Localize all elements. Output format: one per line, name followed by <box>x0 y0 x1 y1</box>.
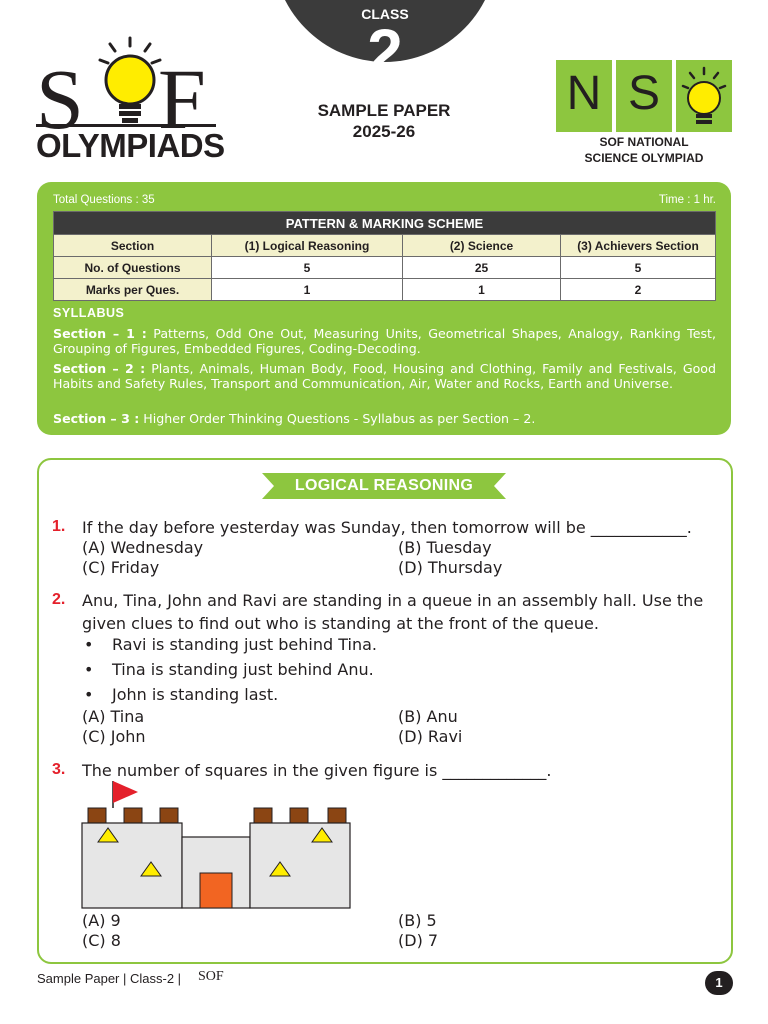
syllabus-section-2 <box>53 361 716 391</box>
syllabus-text: Patterns, Odd One Out, Measuring Units, Geometrical Shapes, Analogy, Ranking Test, Grouping of Figures, Embedded Figures, Coding-Decoding. <box>53 326 716 356</box>
option-a[interactable]: (A) Wednesday <box>82 538 204 557</box>
table-cell: 5 <box>212 257 403 279</box>
option-b[interactable]: (B) Tuesday <box>398 538 492 557</box>
table-cell: 5 <box>561 257 716 279</box>
nso-box-s <box>616 60 672 132</box>
footer-sof-logo: SOF <box>198 969 224 984</box>
time-limit: Time : 1 hr. <box>658 194 716 206</box>
question-number: 1. <box>52 518 66 535</box>
option-a[interactable]: (A) Tina <box>82 707 145 726</box>
syllabus-title: SYLLABUS <box>53 306 125 320</box>
sof-logo-word: OLYMPIADS <box>36 124 216 163</box>
table-cell: 2 <box>561 279 716 301</box>
nso-box-bulb <box>676 60 732 132</box>
nso-letter-s: S <box>627 67 660 120</box>
option-c[interactable]: (C) John <box>82 727 146 746</box>
column-header: (2) Science <box>403 235 561 257</box>
question-number: 3. <box>52 761 66 778</box>
question-number: 2. <box>52 591 66 608</box>
syllabus-label: Section – 3 : <box>53 411 140 426</box>
bulb-icon <box>676 60 732 132</box>
option-c[interactable]: (C) Friday <box>82 558 160 577</box>
nso-logo <box>556 60 732 132</box>
column-header: Section <box>54 235 212 257</box>
column-header: (1) Logical Reasoning <box>212 235 403 257</box>
clue-item: John is standing last. <box>112 685 279 704</box>
class-number: 2 <box>367 16 403 88</box>
syllabus-section-1 <box>53 326 716 356</box>
question-text: The number of squares in the given figure is _____________. <box>82 761 552 780</box>
marking-scheme-table <box>53 211 716 301</box>
section-banner: LOGICAL REASONING <box>294 477 474 494</box>
paper-title-block <box>284 100 484 142</box>
bulb-icon <box>98 36 162 126</box>
footer-text: Sample Paper | Class-2 | <box>37 971 182 986</box>
nso-box-n <box>556 60 612 132</box>
bullet-icon: • <box>84 685 94 704</box>
total-questions: Total Questions : 35 <box>53 194 155 206</box>
sof-logo-letter-s: S <box>36 51 84 147</box>
page-number: 1 <box>705 971 733 995</box>
syllabus-text: Higher Order Thinking Questions - Syllabus as per Section – 2. <box>139 411 536 426</box>
syllabus-text: Plants, Animals, Human Body, Food, Housing and Clothing, Family and Festivals, Good Habits and Safety Rules, Transport and Communication, Air, Water and Rocks, Earth and Universe. <box>53 361 717 391</box>
nso-caption <box>556 134 732 166</box>
syllabus-label: Section – 1 : <box>53 326 147 341</box>
column-header: (3) Achievers Section <box>561 235 716 257</box>
sof-olympiads-logo <box>36 36 225 164</box>
option-d[interactable]: (D) Thursday <box>398 558 503 577</box>
row-label: Marks per Ques. <box>54 279 212 301</box>
option-d[interactable]: (D) 7 <box>398 931 439 950</box>
paper-year: 2025-26 <box>352 122 416 141</box>
syllabus-label: Section – 2 : <box>53 361 146 376</box>
table-cell: 25 <box>403 257 561 279</box>
nso-caption-line2: SCIENCE OLYMPIAD <box>584 151 704 165</box>
table-cell: 1 <box>403 279 561 301</box>
sof-logo-letter-f: F <box>158 51 206 147</box>
class-label: CLASS <box>361 6 409 22</box>
paper-title: SAMPLE PAPER <box>317 101 451 120</box>
bullet-icon: • <box>84 635 94 654</box>
option-c[interactable]: (C) 8 <box>82 931 121 950</box>
question-text: If the day before yesterday was Sunday, then tomorrow will be ____________. <box>82 518 692 537</box>
syllabus-section-3 <box>53 411 716 426</box>
bullet-icon: • <box>84 660 94 679</box>
castle-figure <box>80 778 354 910</box>
table-cell: 1 <box>212 279 403 301</box>
nso-caption-line1: SOF NATIONAL <box>599 135 689 149</box>
question-text: Anu, Tina, John and Ravi are standing in a queue in an assembly hall. Use the given clues to find out who is standing at the front of the queue. <box>82 591 704 633</box>
option-b[interactable]: (B) 5 <box>398 911 437 930</box>
option-a[interactable]: (A) 9 <box>82 911 121 930</box>
clue-item: Tina is standing just behind Anu. <box>112 660 374 679</box>
option-d[interactable]: (D) Ravi <box>398 727 463 746</box>
scheme-title: PATTERN & MARKING SCHEME <box>54 212 716 235</box>
clue-item: Ravi is standing just behind Tina. <box>112 635 377 654</box>
option-b[interactable]: (B) Anu <box>398 707 458 726</box>
nso-letter-n: N <box>566 67 602 120</box>
row-label: No. of Questions <box>54 257 212 279</box>
